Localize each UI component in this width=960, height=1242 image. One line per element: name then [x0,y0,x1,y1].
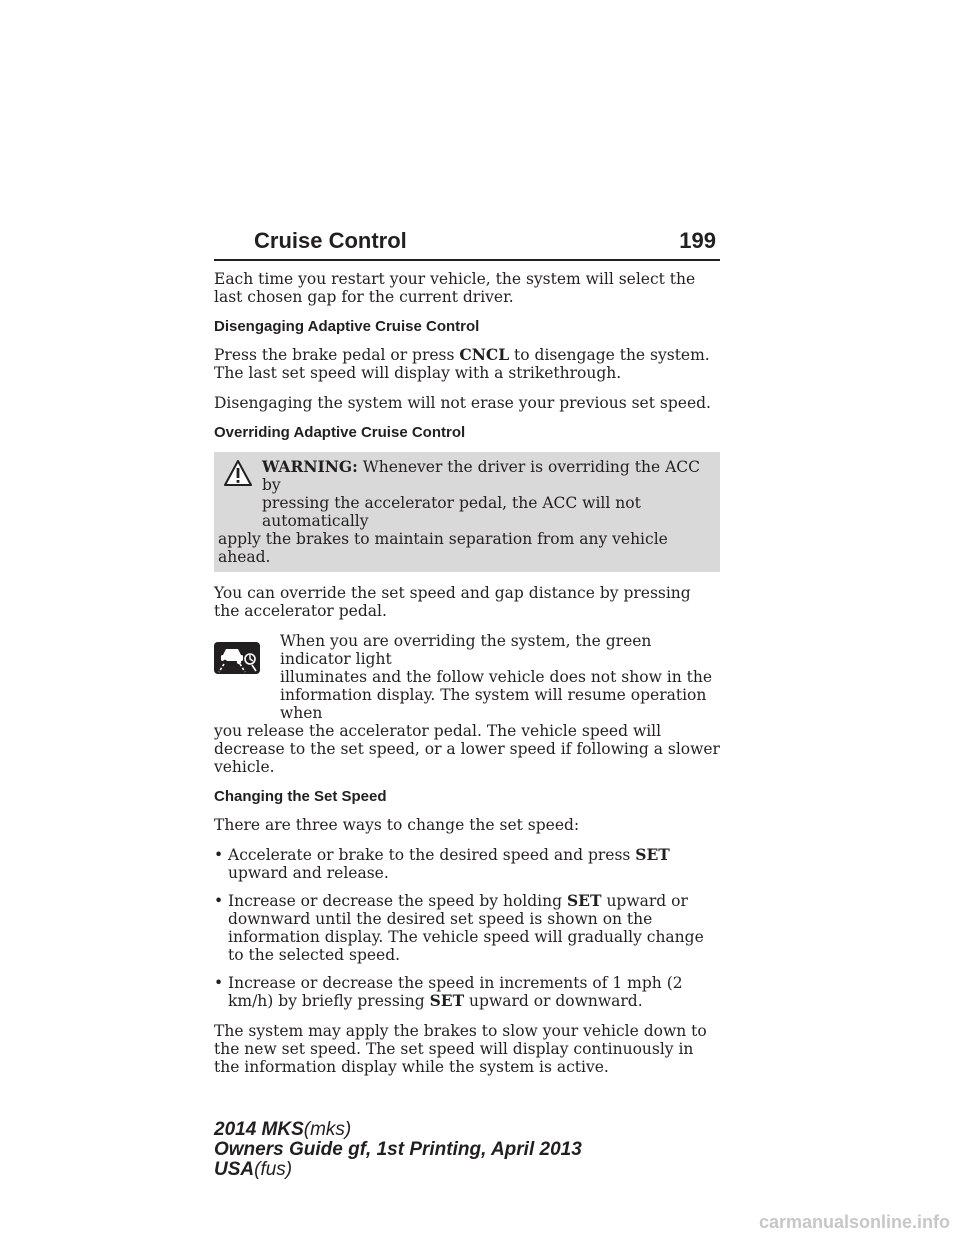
disengaging-paragraph-2: Disengaging the system will not erase your previous set speed. [214,394,711,412]
warning-box [214,452,720,572]
warning-label: WARNING: [262,457,358,476]
text-run: Increase or decrease the speed in increments of 1 mph (2 km/h) by briefly pressing [228,974,683,1010]
text-run: Accelerate or brake to the desired speed and press [228,846,636,864]
text-run: upward or downward. [464,992,643,1010]
text-run: Whenever the driver is overriding the ACC by [262,458,700,494]
print-footer [214,1120,582,1180]
changing-intro: There are three ways to change the set speed: [214,816,580,834]
set-button-label: SET [566,891,602,910]
bullet: • [214,846,224,864]
footer-line-2: Owners Guide gf, 1st Printing, April 2013 [214,1139,582,1160]
indicator-line-2: illuminates and the follow vehicle does not show in the [280,668,713,686]
list-item [214,974,720,1010]
text-run: to disengage the system. The last set speed will display with a strikethrough. [214,346,710,382]
section-title: Cruise Control [254,228,407,253]
overriding-paragraph-1: You can override the set speed and gap distance by pressing the accelerator pedal. [214,584,691,620]
heading-disengaging: Disengaging Adaptive Cruise Control [214,318,480,335]
list-item [214,892,720,964]
adaptive-cruise-indicator-icon [214,642,260,674]
market-code: (fus) [254,1159,293,1180]
indicator-line-3: information display. The system will resume operation when [280,686,707,722]
set-speed-list [214,846,720,1010]
heading-changing: Changing the Set Speed [214,788,387,805]
footer-line-3 [214,1160,582,1180]
text-run: upward or downward until the desired set speed is shown on the information display. The vehicle speed will gradually change to the selected speed. [228,892,704,964]
warning-triangle-icon [224,460,252,486]
text-run: Increase or decrease the speed by holding [228,892,567,910]
closing-paragraph: The system may apply the brakes to slow your vehicle down to the new set speed. The set speed will display continuously in the information display while the system is active. [214,1022,707,1076]
bullet: • [214,892,224,910]
intro-paragraph: Each time you restart your vehicle, the system will select the last chosen gap for the current driver. [214,270,696,306]
warning-line-1 [218,458,714,494]
footer-line-1 [214,1120,582,1140]
disengaging-paragraph-1 [214,346,720,382]
warning-line-2: pressing the accelerator pedal, the ACC will not automatically [262,494,641,530]
list-item [214,846,720,882]
bullet: • [214,974,224,992]
set-button-label: SET [635,845,670,864]
cncl-button-label: CNCL [459,345,510,364]
page-number: 199 [679,228,716,253]
set-button-label: SET [429,991,465,1010]
page-body [214,270,720,1076]
indicator-line-1: When you are overriding the system, the green indicator light [280,632,652,668]
indicator-rest: you release the accelerator pedal. The vehicle speed will decrease to the set speed, or a lower speed if following a slower vehicle. [214,722,720,776]
model-year: 2014 MKS [214,1119,304,1140]
page-header [214,228,720,262]
market: USA [214,1159,255,1180]
site-watermark: carmanualsonline.info [758,1212,950,1232]
model-code: (mks) [303,1119,352,1140]
warning-line-3: apply the brakes to maintain separation from any vehicle ahead. [218,530,668,566]
indicator-paragraph [214,632,720,776]
header-rule [214,259,720,261]
heading-overriding: Overriding Adaptive Cruise Control [214,424,466,441]
text-run: upward and release. [228,864,389,882]
text-run: Press the brake pedal or press [214,346,460,364]
